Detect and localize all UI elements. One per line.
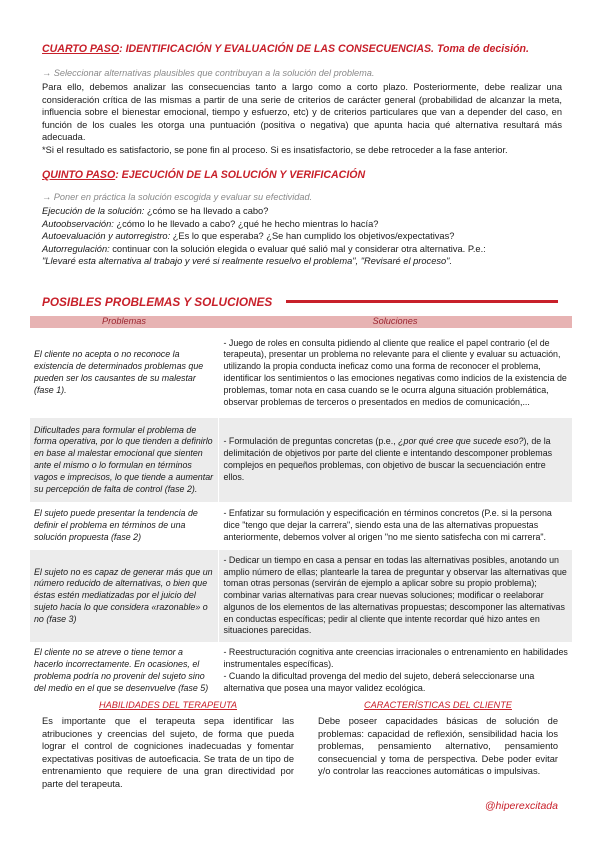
solution-cell: - Juego de roles en consulta pidiendo al cliente que realice el papel contrario (el de terapeuta), presentar un problema no relevante para el cliente y evaluar su actuación, utilizando la propia conducta ineficaz como una forma de reconocer el problema, identificar los sentimientos o las emociones negativas como indicios de la existencia de problemas, tomar nota en casa cuando se le ocurra alguna situación problemática, observar problemas de terceros o presentados en medios de comunicación,... [218, 328, 572, 418]
problems-column-header: Problemas [30, 316, 218, 328]
q1-label: Ejecución de la solución: [42, 206, 145, 216]
table-row [30, 418, 572, 502]
problem-cell: El sujeto puede presentar la tendencia de definir el problema en términos de una solución propuesta (fase 2) [30, 502, 218, 550]
step5-title [42, 169, 365, 181]
problems-table [30, 316, 572, 700]
step5-question-3 [42, 230, 562, 243]
step5-body [42, 205, 562, 268]
step4-label: CUARTO PASO [42, 43, 120, 55]
table-row [30, 502, 572, 550]
solution-cell [218, 418, 572, 502]
q2-text: ¿cómo lo he llevado a cabo? ¿qué he hecho mientras lo hacía? [113, 218, 379, 229]
section-divider [286, 300, 558, 303]
table-row [30, 550, 572, 642]
table-row [30, 642, 572, 700]
step4-paragraph: Para ello, debemos analizar las consecuencias tanto a largo como a corto plazo. Posteriormente, debe realizar una consideración crítica de las mismas a partir de una serie de criterios de carácter general (probabilidad de alcanzar la meta, influencia sobre el bienestar emocional, tiempo y esfuerzo, etc) y de criterios particulares que van a depender del caso, en función de los cuales les otorga una puntuación (positiva o negativa) que apunta hacia qué alternativa resultará más adecuada. [42, 82, 562, 143]
solution-cell: - Enfatizar su formulación y especificación en términos concretos (P.e. si la persona dice "tengo que dejar la carrera", siendo esta una de las alternativas propuestas anteriormente, debemos volver al origen "no me siento satisfecha con mi carrera". [218, 502, 572, 550]
table-row [30, 328, 572, 418]
solutions-column-header: Soluciones [218, 316, 572, 328]
therapist-skills-text: Es importante que el terapeuta sepa identificar las atribuciones y creencias del sujeto, de forma que pueda lograr el control de cogniciones inadecuadas y fomentar expectativas positivas de autoeficacia. Se trata de un tipo de entrenamiento que requiere de una gran directividad por parte del terapeuta. [42, 716, 294, 789]
solution-text: - Reestructuración cognitiva ante creencias irracionales o entrenamiento en habilidades instrumentales específicas). [223, 647, 568, 670]
problem-cell: El cliente no se atreve o tiene temor a hacerlo incorrectamente. En ocasiones, el problema podría no provenir del sujeto sino del medio en el que se desenvuelve (fase 5) [30, 642, 218, 700]
solution-text: - Formulación de preguntas concretas (p.e., [223, 436, 399, 447]
q1-text: ¿cómo se ha llevado a cabo? [144, 206, 269, 216]
solution-cell: - Dedicar un tiempo en casa a pensar en todas las alternativas posibles, anotando un amplio número de ellas; plantearle la tarea de preguntar y observar las alternativas que toman otras personas (servirán de ejemplo a aplicar sobre su propio problema); combinar varias alternativas para crear nuevas soluciones; modificar o reelaborar algunos de los elementos de las alternativas propuestas; descomponer las alternativas en conductas específicas; pedir al cliente que intente recordar qué hizo antes en situaciones parecidas. [218, 550, 572, 642]
q4-text: continuar con la solución elegida o evaluar qué salió mal y considerar otra alternativa. P.e.: [109, 243, 486, 254]
client-characteristics-title: CARACTERÍSTICAS DEL CLIENTE [364, 700, 512, 710]
step4-arrow-line: → Seleccionar alternativas plausibles que contribuyan a la solución del problema. [42, 68, 375, 78]
step5-label: QUINTO PASO [42, 169, 116, 181]
step4-note: *Si el resultado es satisfactorio, se pone fin al proceso. Si es insatisfactorio, se debe retroceder a la fase anterior. [42, 144, 508, 155]
step5-title-text: : EJECUCIÓN DE LA SOLUCIÓN Y VERIFICACIÓN [115, 169, 366, 181]
problem-cell: El cliente no acepta o no reconoce la existencia de determinados problemas que pueden ser los causantes de su malestar (fase 1). [30, 328, 218, 418]
solution-cell [218, 642, 572, 700]
author-signature: @hiperexcitada [484, 800, 558, 812]
step5-question-4 [42, 243, 562, 256]
step5-question-2 [42, 218, 562, 231]
client-characteristics-text: Debe poseer capacidades básicas de solución de problemas: capacidad de reflexión, sensibilidad hacia los problemas, pensamiento alternativo, pensamiento consecuencial y toma de perspectiva. Debe poder evitar y/o controlar las reacciones automáticas o impulsivas. [318, 716, 558, 777]
solution-text: - Cuando la dificultad provenga del medio del sujeto, deberá seleccionarse una alternativa que posea una mayor validez ecológica. [223, 671, 535, 693]
q4-example: "Llevaré esta alternativa al trabajo y veré si realmente resuelvo el problema", "Revisaré el proceso". [42, 256, 453, 267]
solution-example-question: ¿por qué cree que sucede eso? [398, 436, 524, 447]
q4-label: Autorregulación: [42, 243, 110, 254]
step4-body [42, 81, 562, 157]
problems-section-title: POSIBLES PROBLEMAS Y SOLUCIONES [42, 295, 273, 309]
problem-cell: El sujeto no es capaz de generar más que un número reducido de alternativas, o bien que éstas estén mediatizadas por el juicio del sujeto hacia lo que considera «razonable» o no (fase 3) [30, 550, 218, 642]
q2-label: Autoobservación: [42, 218, 114, 229]
step4-title-text: : IDENTIFICACIÓN Y EVALUACIÓN DE LAS CONSECUENCIAS. Toma de decisión. [119, 43, 529, 55]
problem-cell: Dificultades para formular el problema de forma operativa, por lo que tienden a definirlo en base al malestar emocional que sienten ante el mismo o lo formulan en términos vagos e imprecisos, lo que tiende a aumentar su percepción de falta de control (fase 2). [30, 418, 218, 502]
step5-question-1 [42, 205, 562, 218]
therapist-skills-title: HABILIDADES DEL TERAPEUTA [98, 700, 238, 710]
q3-label: Autoevaluación y autorregistro: [42, 231, 171, 242]
step5-arrow-line: → Poner en práctica la solución escogida y evaluar su efectividad. [42, 192, 313, 202]
step5-example [42, 255, 562, 268]
solution-text: ), de la delimitación de objetivos por parte del cliente e intentando descomponer problemas complejos en pequeños problemas, con objetivo de buscar la secuenciación entre ellos. [223, 436, 553, 482]
step4-title [42, 43, 529, 55]
q3-text: ¿Es lo que esperaba? ¿Se han cumplido los objetivos/expectativas? [170, 231, 455, 242]
